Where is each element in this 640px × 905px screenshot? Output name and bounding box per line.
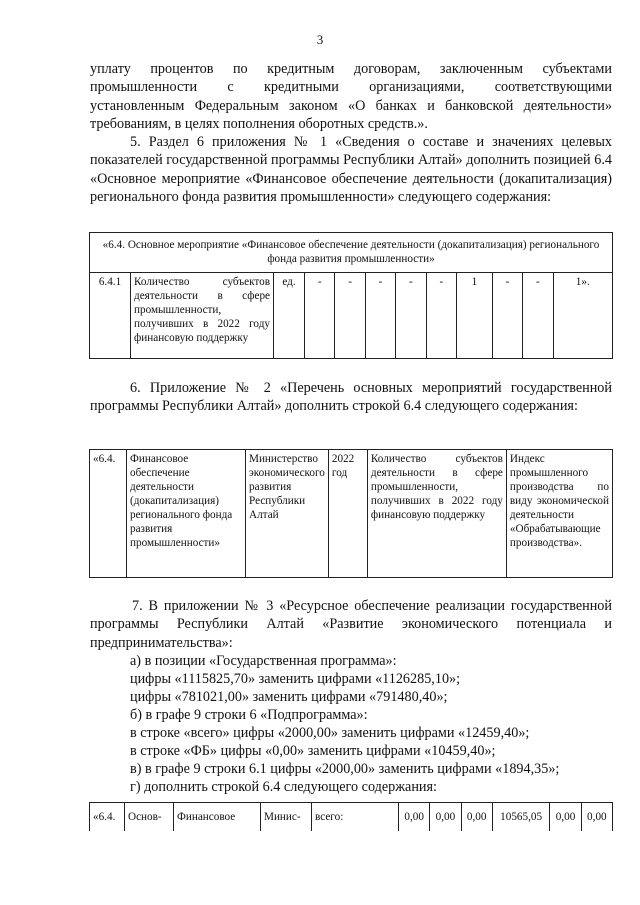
intro-line: уплату процентов по кредитным договорам, заключенным субъектами: [90, 61, 612, 77]
page-number: 3: [316, 32, 324, 47]
item-7-line: а) в позиции «Государственная программа»:: [130, 653, 397, 669]
table1-value: -: [365, 273, 395, 359]
item-5-paragraph: 5. Раздел 6 приложения № 1 «Сведения о составе и значениях целевых показателей государственной программы Республики Алтай» дополнить позицией 6.4 «Основное мероприятие «Финансовое обеспечение деятельности (докапитализация) регионального фонда развития промышленности» следующего содержания:: [90, 134, 612, 205]
table3-executor: Минис-: [261, 803, 312, 831]
item-6-paragraph: 6. Приложение № 2 «Перечень основных мероприятий государственной программы Республики Алтай» дополнить строкой 6.4 следующего содержания:: [90, 380, 612, 415]
table2-measure-name: Финансовое обеспечение деятельности (докапитализация) регионального фонда развития промышленности»: [127, 450, 246, 578]
table2-executor: Министерство экономического развития Республики Алтай: [246, 450, 329, 578]
table3-number: «6.4.: [90, 803, 125, 831]
table3-value: 0,00: [430, 803, 461, 831]
table2-indicator: Индекс промышленного производства по виду экономической деятельности «Обрабатывающие производства».: [506, 450, 612, 578]
table1-header: «6.4. Основное мероприятие «Финансовое обеспечение деятельности (докапитализация) регионального фонда развития промышленности»: [90, 233, 613, 273]
item-7-line: г) дополнить строкой 6.4 следующего содержания:: [130, 779, 437, 795]
table1-unit: ед.: [274, 273, 305, 359]
intro-line: промышленности с кредитными организациями, соответствующими: [90, 79, 612, 96]
table2-number: «6.4.: [90, 450, 127, 578]
item-7-paragraph: 7. В приложении № 3 «Ресурсное обеспечение реализации государственной программы Республики Алтай «Развитие экономического потенциала и предпринимательства»:: [90, 598, 612, 651]
table1-indicator-name: Количество субъектов деятельности в сфере промышленности, получивших в 2022 году финансовую поддержку: [131, 273, 274, 359]
table1-value: 1: [457, 273, 493, 359]
item-7-line: цифры «781021,00» заменить цифрами «791480,40»;: [130, 689, 448, 705]
item-7-line: в) в графе 9 строки 6.1 цифры «2000,00» заменить цифрами «1894,35»;: [130, 761, 560, 777]
table3-value: 10565,05: [492, 803, 550, 831]
item-7-line: цифры «1115825,70» заменить цифрами «1126285,10»;: [130, 671, 461, 687]
table3-value: 0,00: [550, 803, 581, 831]
table3-source: всего:: [312, 803, 399, 831]
intro-line: требованиям, в целях пополнения оборотных средств.».: [90, 115, 428, 132]
table1-value: -: [335, 273, 365, 359]
table3-type: Основ-: [125, 803, 174, 831]
item-7-line: б) в графе 9 строки 6 «Подпрограмма»:: [130, 707, 368, 723]
table1-value: -: [492, 273, 522, 359]
item-7-line: в строке «ФБ» цифры «0,00» заменить цифрами «10459,40»;: [130, 743, 496, 759]
table1-value: -: [305, 273, 335, 359]
table3-name: Финансовое: [174, 803, 261, 831]
table1-value: 1».: [553, 273, 612, 359]
table3-value: 0,00: [399, 803, 430, 831]
table1-row-number: 6.4.1: [90, 273, 131, 359]
item-7-line: в строке «всего» цифры «2000,00» заменить цифрами «12459,40»;: [130, 725, 530, 741]
table3-value: 0,00: [461, 803, 492, 831]
table3-value: 0,00: [581, 803, 612, 831]
table1-value: -: [396, 273, 426, 359]
measures-table: [89, 449, 613, 578]
intro-line: установленным Федеральным законом «О банках и банковской деятельности»: [90, 97, 612, 114]
table2-result: Количество субъектов деятельности в сфере промышленности, получивших в 2022 году финансовую поддержку: [367, 450, 506, 578]
resources-table: [89, 802, 613, 831]
table2-year: 2022 год: [328, 450, 367, 578]
table1-value: -: [426, 273, 456, 359]
indicators-table: [89, 232, 613, 359]
intro-paragraph: [90, 60, 612, 133]
table1-value: -: [523, 273, 553, 359]
